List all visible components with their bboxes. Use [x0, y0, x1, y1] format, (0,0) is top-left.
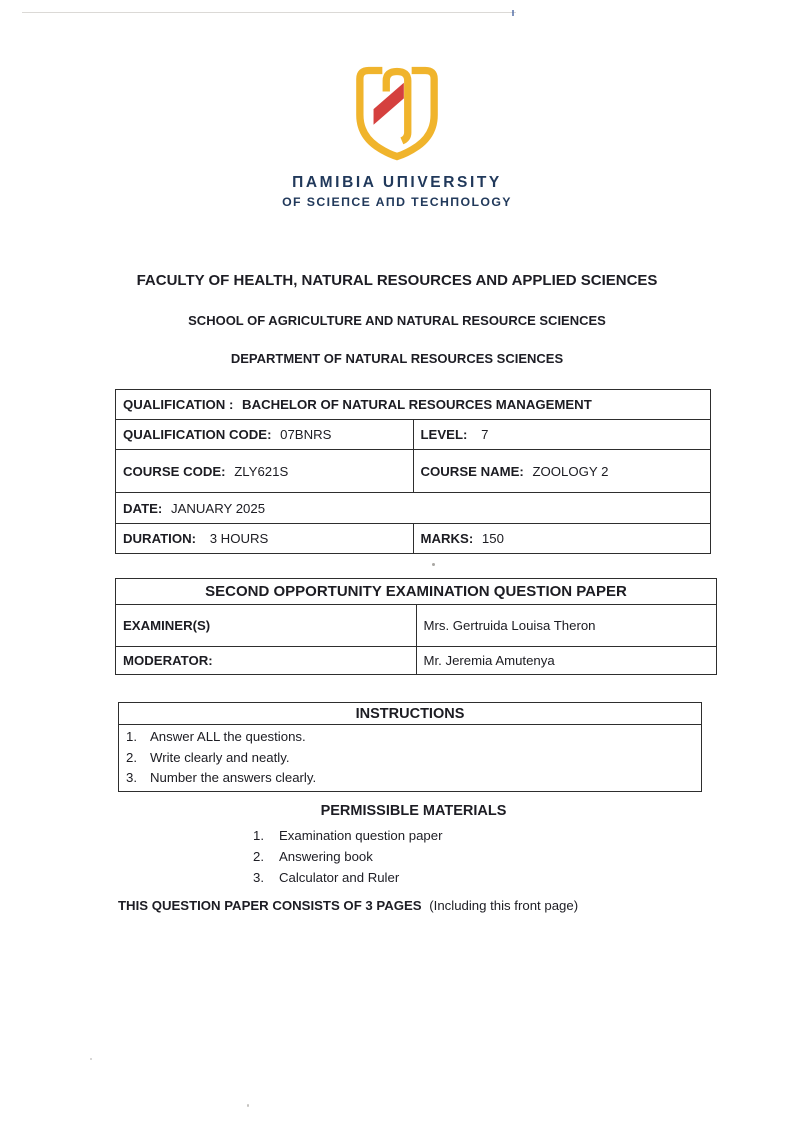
instructions-list — [119, 725, 702, 792]
date-value: JANUARY 2025 — [170, 500, 266, 516]
table-row — [116, 493, 711, 524]
table-row — [116, 524, 711, 554]
course-code-label: COURSE CODE: — [123, 463, 226, 479]
list-item — [126, 748, 694, 769]
moderator-value: Mr. Jeremia Amutenya — [416, 647, 717, 675]
scan-artifact-mark — [512, 10, 514, 16]
qualification-table — [115, 389, 711, 554]
table-row — [116, 579, 717, 605]
qualification-code-value: 07BNRS — [280, 427, 332, 442]
exam-paper-table — [115, 578, 717, 675]
level-value: 7 — [481, 427, 489, 442]
duration-label: DURATION: — [123, 531, 197, 546]
date-cell — [116, 493, 711, 524]
marks-value: 150 — [481, 531, 504, 546]
instructions-title: INSTRUCTIONS — [119, 703, 702, 725]
table-row — [119, 725, 702, 792]
duration-value: 3 HOURS — [209, 531, 269, 546]
table-row — [119, 703, 702, 725]
list-item-text: Answering book — [279, 849, 373, 864]
examiner-label: EXAMINER(S) — [116, 605, 417, 647]
course-code-cell — [116, 450, 414, 493]
page-count-note — [118, 898, 578, 913]
university-wordmark-line2: OF SCIEПCE AПD TECHПOLOGY — [282, 195, 512, 209]
school-heading: SCHOOL OF AGRICULTURE AND NATURAL RESOURCE SCIENCES — [188, 313, 606, 328]
qualification-cell — [116, 390, 711, 420]
instructions-table — [118, 702, 702, 792]
course-name-value: ZOOLOGY 2 — [532, 463, 609, 479]
department-heading: DEPARTMENT OF NATURAL RESOURCES SCIENCES — [230, 351, 564, 366]
qualification-label: QUALIFICATION : — [123, 397, 234, 412]
faculty-heading: FACULTY OF HEALTH, NATURAL RESOURCES AND APPLIED SCIENCES — [136, 272, 658, 289]
list-item-number: 3. — [253, 870, 264, 885]
list-item-number: 1. — [126, 729, 137, 744]
qualification-code-label: QUALIFICATION CODE: — [123, 427, 272, 442]
list-item-number: 3. — [126, 770, 137, 785]
date-label: DATE: — [123, 500, 163, 516]
marks-cell — [413, 524, 711, 554]
scan-artifact-line — [22, 12, 516, 13]
examiner-value: Mrs. Gertruida Louisa Theron — [416, 605, 717, 647]
permissible-materials-list — [253, 825, 443, 888]
page-count-note-normal: (Including this front page) — [429, 898, 579, 913]
qualification-value: BACHELOR OF NATURAL RESOURCES MANAGEMENT — [242, 397, 592, 412]
course-name-label: COURSE NAME: — [420, 463, 524, 479]
shield-outline — [360, 71, 434, 157]
course-name-cell — [413, 450, 711, 493]
list-item-number: 2. — [253, 849, 264, 864]
list-item-text: Answer ALL the questions. — [150, 729, 306, 744]
table-row — [116, 647, 717, 675]
scan-speck — [432, 563, 435, 566]
level-label: LEVEL: — [420, 427, 468, 442]
scan-speck — [90, 1058, 92, 1060]
scan-speck — [247, 1104, 249, 1107]
table-row — [116, 420, 711, 450]
list-item-text: Write clearly and neatly. — [150, 749, 290, 765]
list-item-text: Calculator and Ruler — [279, 870, 400, 885]
list-item-text: Examination question paper — [279, 828, 443, 843]
duration-cell — [116, 524, 414, 554]
list-item — [253, 867, 443, 888]
list-item — [126, 768, 694, 789]
list-item — [126, 727, 694, 748]
exam-paper-title: SECOND OPPORTUNITY EXAMINATION QUESTION PAPER — [116, 579, 717, 605]
moderator-label: MODERATOR: — [116, 647, 417, 675]
list-item — [253, 846, 443, 867]
marks-label: MARKS: — [420, 531, 474, 546]
page-count-note-bold: THIS QUESTION PAPER CONSISTS OF 3 PAGES — [118, 898, 422, 913]
list-item-text: Number the answers clearly. — [150, 770, 317, 785]
table-row — [116, 390, 711, 420]
qualification-code-cell — [116, 420, 414, 450]
list-item-number: 2. — [126, 749, 137, 765]
permissible-materials-title: PERMISSIBLE MATERIALS — [320, 803, 507, 819]
list-item-number: 1. — [253, 828, 264, 843]
table-row — [116, 450, 711, 493]
list-item — [253, 825, 443, 846]
university-logo — [8, 66, 786, 210]
course-code-value: ZLY621S — [234, 463, 289, 479]
university-wordmark-line1: ПAMIBIA UПIVERSITY — [292, 174, 502, 191]
level-cell — [413, 420, 711, 450]
table-row — [116, 605, 717, 647]
nust-shield-icon — [354, 66, 440, 162]
